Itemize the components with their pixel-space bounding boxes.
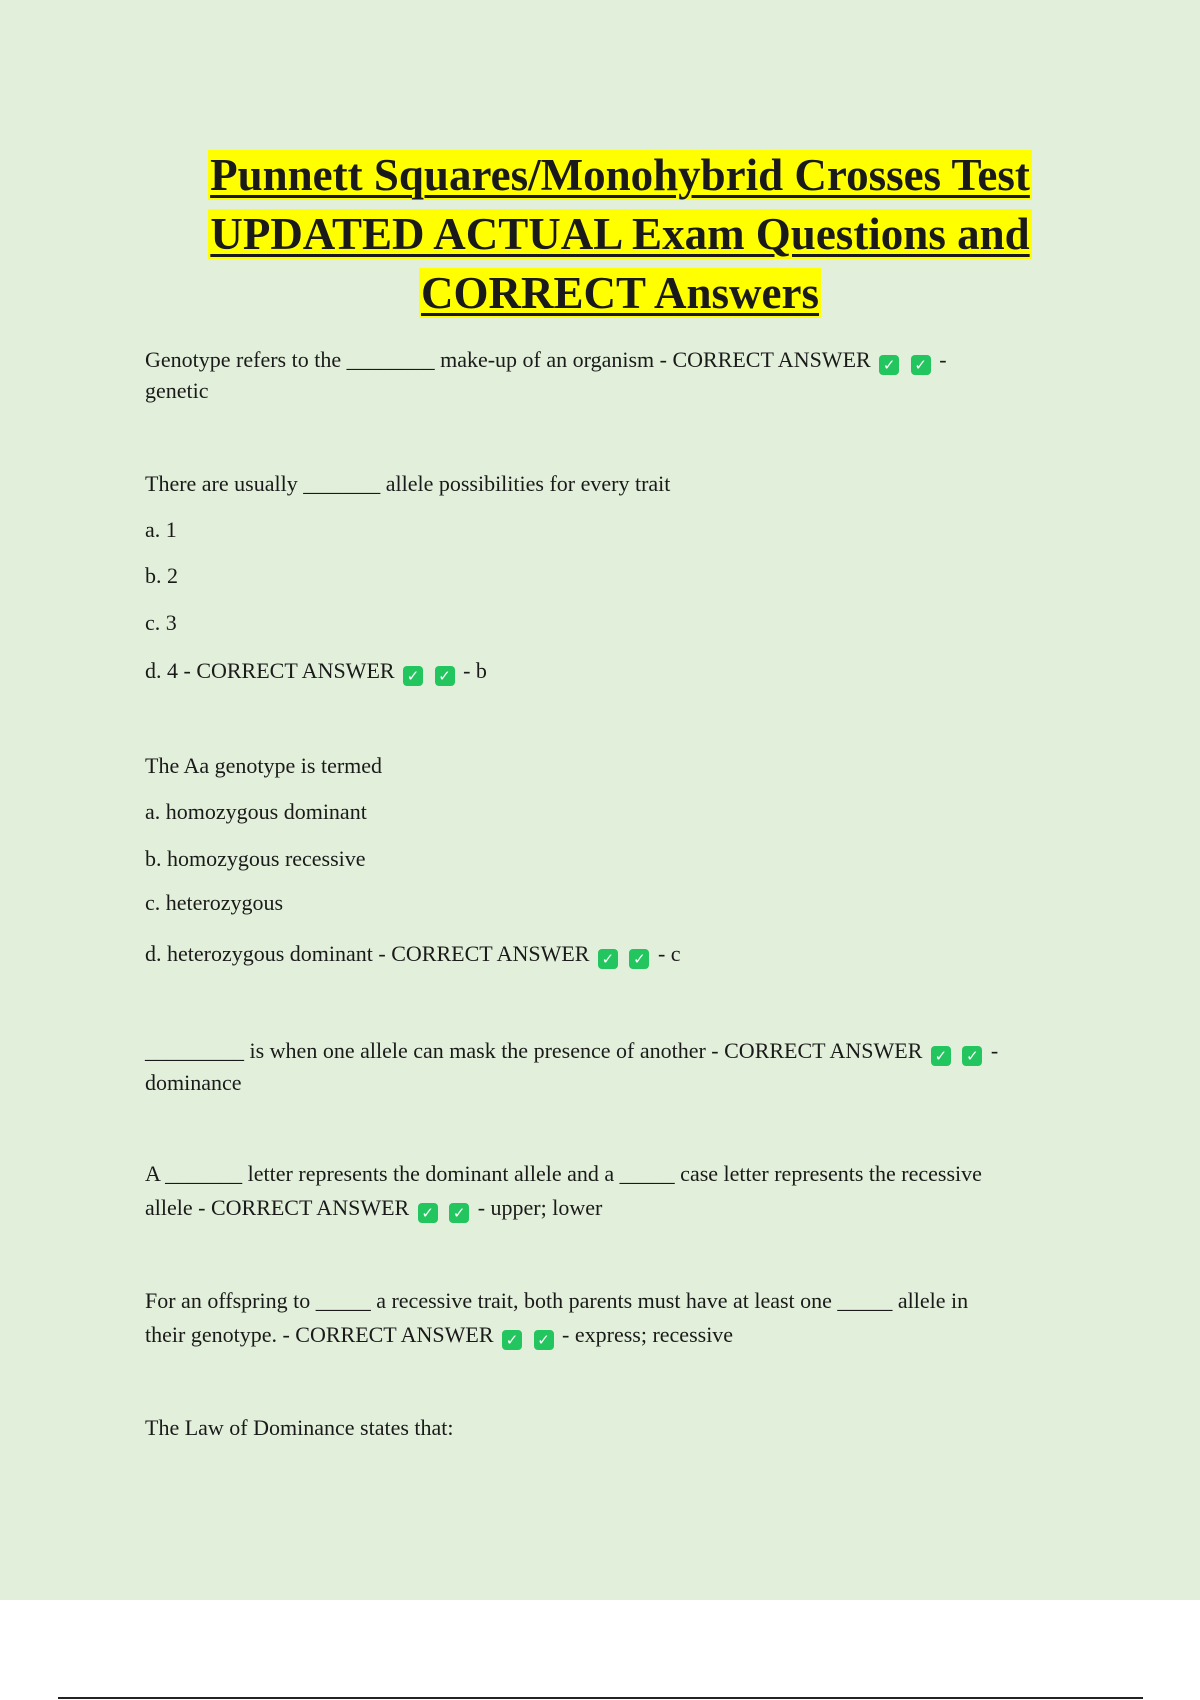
question-3-option-d-text: d. heterozygous dominant - CORRECT ANSWER: [145, 941, 590, 966]
question-5-line-2: [145, 1192, 1085, 1224]
question-3-stem: The Aa genotype is termed: [145, 753, 383, 778]
check-box-icon: ✓: [449, 1203, 469, 1223]
check-box-icon: ✓: [403, 666, 423, 686]
question-2-stem: There are usually _______ allele possibilities for every trait: [145, 471, 671, 496]
question-5-answer: - upper; lower: [477, 1195, 603, 1220]
check-box-icon: ✓: [418, 1203, 438, 1223]
question-4-line-1: [145, 1035, 1085, 1067]
question-7-stem: The Law of Dominance states that:: [145, 1415, 454, 1440]
question-3-option-b: b. homozygous recessive: [145, 846, 366, 871]
question-2-option-d-text: d. 4 - CORRECT ANSWER: [145, 658, 395, 683]
check-box-icon: ✓: [435, 666, 455, 686]
title-line-3: CORRECT Answers: [421, 268, 819, 318]
check-box-icon: ✓: [534, 1330, 554, 1350]
question-2-answer: - b: [463, 658, 487, 683]
check-box-icon: ✓: [931, 1046, 951, 1066]
question-3-option-c: c. heterozygous: [145, 890, 284, 915]
question-2-option-d: [145, 655, 1085, 687]
check-box-icon: ✓: [962, 1046, 982, 1066]
question-1-dash: -: [939, 347, 947, 372]
question-2-option-c: c. 3: [145, 610, 177, 635]
question-1-line-1: [145, 344, 1085, 376]
check-box-icon: ✓: [879, 355, 899, 375]
check-box-icon: ✓: [598, 949, 618, 969]
question-3-option-a: a. homozygous dominant: [145, 799, 367, 824]
check-box-icon: ✓: [629, 949, 649, 969]
title-line-2: UPDATED ACTUAL Exam Questions and: [210, 209, 1030, 259]
check-box-icon: ✓: [911, 355, 931, 375]
check-box-icon: ✓: [502, 1330, 522, 1350]
title-line-1: Punnett Squares/Monohybrid Crosses Test: [210, 150, 1030, 200]
question-6-answer: - express; recessive: [562, 1322, 734, 1347]
question-6-line-2: [145, 1319, 1085, 1351]
question-4-text: _________ is when one allele can mask the presence of another - CORRECT ANSWER: [145, 1038, 923, 1063]
question-4-dash: -: [990, 1038, 999, 1063]
footer-divider: [58, 1697, 1143, 1699]
question-3-option-d: [145, 938, 1085, 970]
question-6-text: their genotype. - CORRECT ANSWER: [145, 1322, 494, 1347]
question-6-line-1: For an offspring to _____ a recessive trait, both parents must have at least one _____ allele in: [145, 1288, 969, 1313]
question-5-text: allele - CORRECT ANSWER: [145, 1195, 410, 1220]
question-3-answer: - c: [657, 941, 681, 966]
question-4-answer: dominance: [145, 1070, 242, 1095]
question-2-option-a: a. 1: [145, 517, 177, 542]
question-5-line-1: A _______ letter represents the dominant allele and a _____ case letter represents the recessive: [145, 1161, 982, 1186]
document-title: [60, 146, 1180, 323]
question-2-option-b: b. 2: [145, 563, 178, 588]
question-1-text: Genotype refers to the ________ make-up of an organism - CORRECT ANSWER: [145, 347, 871, 372]
question-1-answer: genetic: [145, 378, 209, 403]
